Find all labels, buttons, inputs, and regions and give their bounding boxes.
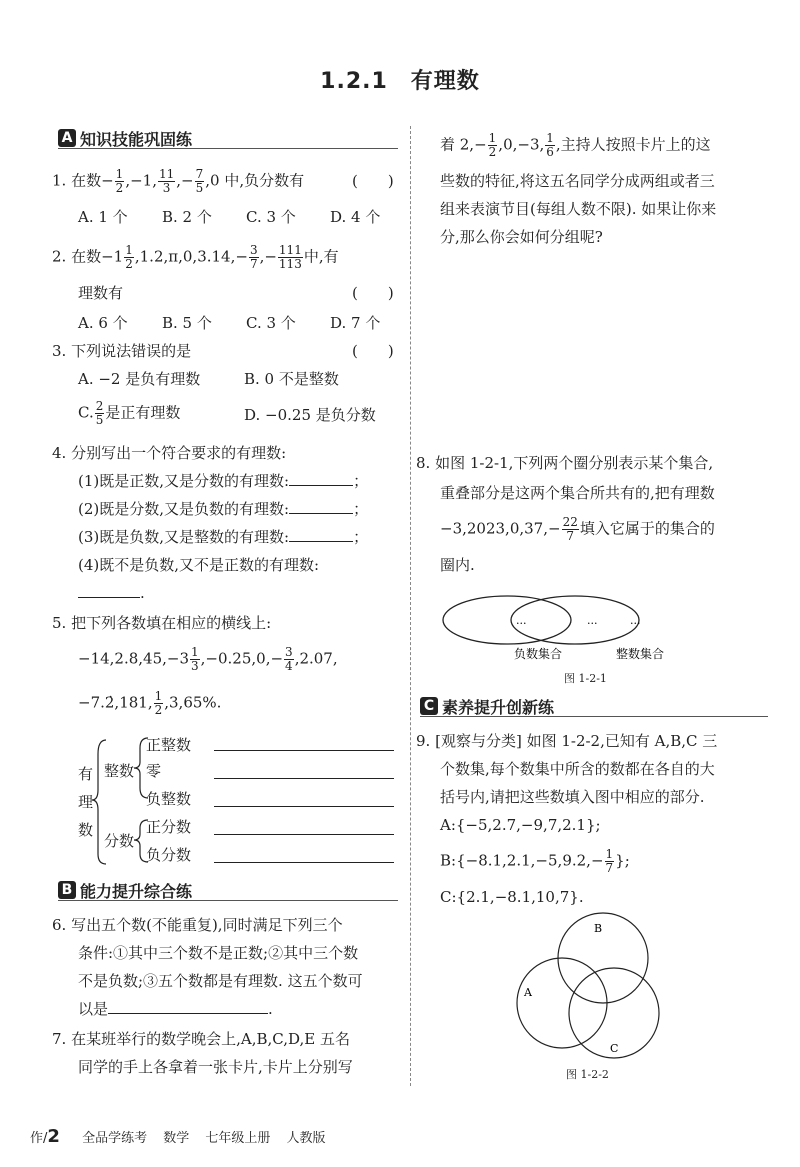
q4-item-3: (3)既是负数,又是整数的有理数: ； bbox=[78, 528, 369, 546]
section-b-label: 能力提升综合练 bbox=[80, 881, 193, 901]
q5-fraction-1: $\frac{1}{3}$ bbox=[191, 645, 199, 673]
q1-option-d[interactable]: D. 4 个 bbox=[330, 208, 381, 226]
q3-option-b[interactable]: B. 0 不是整数 bbox=[244, 370, 339, 388]
column-divider bbox=[410, 126, 411, 1086]
set-c-label: C bbox=[610, 1042, 619, 1055]
q9-venn-diagram bbox=[510, 908, 670, 1064]
footer-prefix: 作/ bbox=[30, 1131, 48, 1146]
q2-option-b[interactable]: B. 5 个 bbox=[162, 314, 212, 332]
q7-cont-line1: 着 2,− $\frac{1}{2}$ ,0,−3, $\frac{1}{6}$ ,主持人按照卡片上的这 bbox=[440, 131, 711, 159]
section-a-label: 知识技能巩固练 bbox=[80, 129, 193, 149]
q8-figure-caption: 图 1-2-1 bbox=[564, 672, 607, 685]
q3-option-c-fraction: $\frac{2}{5}$ bbox=[95, 399, 104, 427]
q5-fraction-3: $\frac{1}{2}$ bbox=[154, 689, 163, 717]
set-a-circle bbox=[517, 958, 607, 1048]
q5-tree-neg-frac: 负分数 bbox=[146, 846, 192, 864]
q6-answer-blank[interactable] bbox=[108, 999, 268, 1014]
q2-stem-line2: 理数有 bbox=[78, 284, 124, 302]
q3-option-a[interactable]: A. −2 是负有理数 bbox=[78, 370, 201, 388]
section-c-label: 素养提升创新练 bbox=[442, 697, 555, 717]
q7-line2: 同学的手上各拿着一张卡片,卡片上分别写 bbox=[78, 1058, 353, 1076]
q1-number: 1. bbox=[52, 171, 67, 190]
q7-cont-line4: 分,那么你会如何分组呢? bbox=[440, 228, 603, 246]
int-set-ellipse bbox=[511, 596, 639, 644]
q2-option-c[interactable]: C. 3 个 bbox=[246, 314, 296, 332]
q8-line3: −3,2023,0,37,− $\frac{22}{7}$ 填入它属于的集合的 bbox=[440, 515, 715, 543]
q1-option-b[interactable]: B. 2 个 bbox=[162, 208, 212, 226]
q6-number: 6. bbox=[52, 916, 67, 934]
q5-tree-pos-frac: 正分数 bbox=[146, 818, 192, 836]
q2-options bbox=[78, 312, 414, 333]
q8-line2: 重叠部分是这两个集合所共有的,把有理数 bbox=[440, 484, 715, 502]
q2-fraction-3: $\frac{111}{113}$ bbox=[278, 243, 302, 271]
q9-line3: 括号内,请把这些数填入图中相应的部分. bbox=[440, 788, 705, 806]
q1-fraction-2: $\frac{11}{3}$ bbox=[158, 167, 175, 195]
section-a-rule bbox=[58, 148, 398, 149]
q8-fraction: $\frac{22}{7}$ bbox=[562, 515, 578, 543]
q5-blank-zero[interactable] bbox=[214, 778, 394, 779]
q5-tree-root: 有 理 数 bbox=[78, 765, 94, 839]
section-b-header bbox=[58, 878, 192, 902]
page-title: 1.2.1 有理数 bbox=[320, 69, 480, 94]
q5-stem: 5. 把下列各数填在相应的横线上: bbox=[52, 614, 272, 632]
q3-answer-paren[interactable]: ( ) bbox=[352, 342, 394, 360]
q4-answer-blank-2[interactable] bbox=[289, 499, 353, 514]
q6-line4: 以是 . bbox=[78, 1000, 273, 1018]
q4-answer-blank-1[interactable] bbox=[289, 471, 353, 486]
q8-number: 8. bbox=[416, 454, 431, 472]
neg-set-label: 负数集合 bbox=[514, 647, 563, 661]
q2-answer-paren[interactable]: ( ) bbox=[352, 284, 394, 302]
set-a-label: A bbox=[524, 986, 532, 999]
q4-number: 4. bbox=[52, 444, 67, 462]
q5-blank-pos-frac[interactable] bbox=[214, 834, 394, 835]
q3-option-c[interactable]: C. $\frac{2}{5}$ 是正有理数 bbox=[78, 399, 181, 427]
q5-numbers-line2: −7.2̇,181, $\frac{1}{2}$ ,3,65%. bbox=[78, 689, 222, 717]
q6-line1: 6. 写出五个数(不能重复),同时满足下列三个 bbox=[52, 916, 343, 934]
q1-options bbox=[78, 206, 414, 227]
int-set-dots[interactable]: ... bbox=[630, 614, 641, 627]
footer-edition: 人教版 bbox=[286, 1131, 326, 1146]
q1-option-c[interactable]: C. 3 个 bbox=[246, 208, 296, 226]
q8-venn-diagram bbox=[430, 584, 690, 684]
section-b-badge: B bbox=[58, 881, 76, 899]
q4-answer-blank-3[interactable] bbox=[289, 527, 353, 542]
q7-cont-line3: 组来表演节目(每组人数不限). 如果让你来 bbox=[440, 200, 717, 218]
q5-numbers-line1: −14,2.8,45,−3 $\frac{1}{3}$ ,−0.25,0,− $\frac{3}{4}$ ,2.07, bbox=[78, 645, 338, 673]
q2-option-d[interactable]: D. 7 个 bbox=[330, 314, 381, 332]
int-set-label: 整数集合 bbox=[616, 647, 665, 661]
q1-fraction-1: $\frac{1}{2}$ bbox=[115, 167, 124, 195]
q5-blank-pos-int[interactable] bbox=[214, 750, 394, 751]
q4-item-2: (2)既是分数,又是负数的有理数: ； bbox=[78, 500, 369, 518]
q5-tree-pos-int: 正整数 bbox=[146, 736, 192, 754]
q5-tree-fraction: 分数 bbox=[104, 832, 135, 850]
q1-answer-paren[interactable]: ( ) bbox=[352, 172, 394, 190]
q8-line1: 8. 如图 1-2-1,下列两个圈分别表示某个集合, bbox=[416, 454, 714, 472]
q2-fraction-1: $\frac{1}{2}$ bbox=[125, 243, 133, 271]
overlap-dots[interactable]: ... bbox=[587, 614, 598, 627]
q1-option-a[interactable]: A. 1 个 bbox=[78, 208, 128, 226]
q1-stem: 1. 在数− $\frac{1}{2}$ ,−1, $\frac{11}{3}$ ,− $\frac{7}{5}$ ,0 中,负分数有 bbox=[52, 167, 305, 195]
q4-item-1: (1)既是正数,又是分数的有理数: ； bbox=[78, 472, 369, 490]
q7-number: 7. bbox=[52, 1030, 67, 1048]
q9-figure-caption: 图 1-2-2 bbox=[566, 1068, 609, 1081]
neg-set-dots[interactable]: ... bbox=[516, 614, 527, 627]
footer-subject: 数学 bbox=[163, 1131, 190, 1146]
q1-fraction-3: $\frac{7}{5}$ bbox=[195, 167, 204, 195]
q9-set-b-fraction: $\frac{1}{7}$ bbox=[605, 847, 614, 875]
q5-blank-neg-frac[interactable] bbox=[214, 862, 394, 863]
section-c-header bbox=[420, 694, 554, 718]
q5-tree-zero: 零 bbox=[146, 762, 162, 780]
q1-text: 在数− bbox=[71, 171, 114, 190]
q3-stem: 3. 下列说法错误的是 bbox=[52, 342, 192, 360]
q5-blank-neg-int[interactable] bbox=[214, 806, 394, 807]
q2-stem: 2. 在数−1 $\frac{1}{2}$ ,1.2,π,0,3.14,− $\frac{3}{7}$ ,− $\frac{111}{113}$ 中,有 bbox=[52, 243, 339, 271]
page-number: 2 bbox=[47, 1126, 60, 1147]
q9-set-a: A:{−5,2.7,−9,7,2.1}; bbox=[440, 816, 601, 834]
q7-cont-line2: 些数的特征,将这五名同学分成两组或者三 bbox=[440, 172, 715, 190]
q5-tree-neg-int: 负整数 bbox=[146, 790, 192, 808]
q9-number: 9. bbox=[416, 732, 431, 750]
q7-fraction-2: $\frac{1}{6}$ bbox=[546, 131, 554, 159]
q6-line3: 不是负数;③五个数都是有理数. 这五个数可 bbox=[78, 972, 363, 990]
q4-item-4-answer: . bbox=[78, 582, 145, 604]
q5-fraction-2: $\frac{3}{4}$ bbox=[285, 645, 293, 673]
footer-grade: 七年级上册 bbox=[205, 1131, 271, 1146]
footer-book: 全品学练考 bbox=[82, 1131, 148, 1146]
q2-number: 2. bbox=[52, 247, 67, 266]
q9-set-b: B:{−8.1,2.1,−5,9.2,− $\frac{1}{7}$ }; bbox=[440, 847, 630, 875]
section-a-header bbox=[58, 126, 192, 150]
set-b-label: B bbox=[594, 922, 603, 935]
neg-set-ellipse bbox=[443, 596, 571, 644]
q2-option-a[interactable]: A. 6 个 bbox=[78, 314, 128, 332]
q6-line2: 条件:①其中三个数不是正数;②其中三个数 bbox=[78, 944, 359, 962]
q5-tree-integer: 整数 bbox=[104, 762, 135, 780]
section-c-badge: C bbox=[420, 697, 438, 715]
section-a-badge: A bbox=[58, 129, 76, 147]
section-c-rule bbox=[420, 716, 768, 717]
q4-stem: 4. 分别写出一个符合要求的有理数: bbox=[52, 444, 287, 462]
q9-line2: 个数集,每个数集中所含的数都在各自的大 bbox=[440, 760, 715, 778]
q3-option-d[interactable]: D. −0.25 是负分数 bbox=[244, 406, 376, 424]
q9-set-c: C:{2.1,−8.1,10,7}. bbox=[440, 888, 584, 906]
page-footer bbox=[30, 1126, 338, 1147]
q5-number: 5. bbox=[52, 614, 67, 632]
q8-line4: 圈内. bbox=[440, 556, 475, 574]
q4-item-4: (4)既不是负数,又不是正数的有理数: bbox=[78, 556, 320, 574]
section-b-rule bbox=[58, 900, 398, 901]
set-b-circle bbox=[558, 913, 648, 1003]
q3-number: 3. bbox=[52, 342, 67, 360]
q7-line1: 7. 在某班举行的数学晚会上,A,B,C,D,E 五名 bbox=[52, 1030, 350, 1048]
q4-answer-blank-4[interactable] bbox=[78, 583, 140, 598]
q7-fraction-1: $\frac{1}{2}$ bbox=[488, 131, 497, 159]
q9-line1: 9. [观察与分类] 如图 1-2-2,已知有 A,B,C 三 bbox=[416, 732, 718, 750]
q2-fraction-2: $\frac{3}{7}$ bbox=[249, 243, 258, 271]
